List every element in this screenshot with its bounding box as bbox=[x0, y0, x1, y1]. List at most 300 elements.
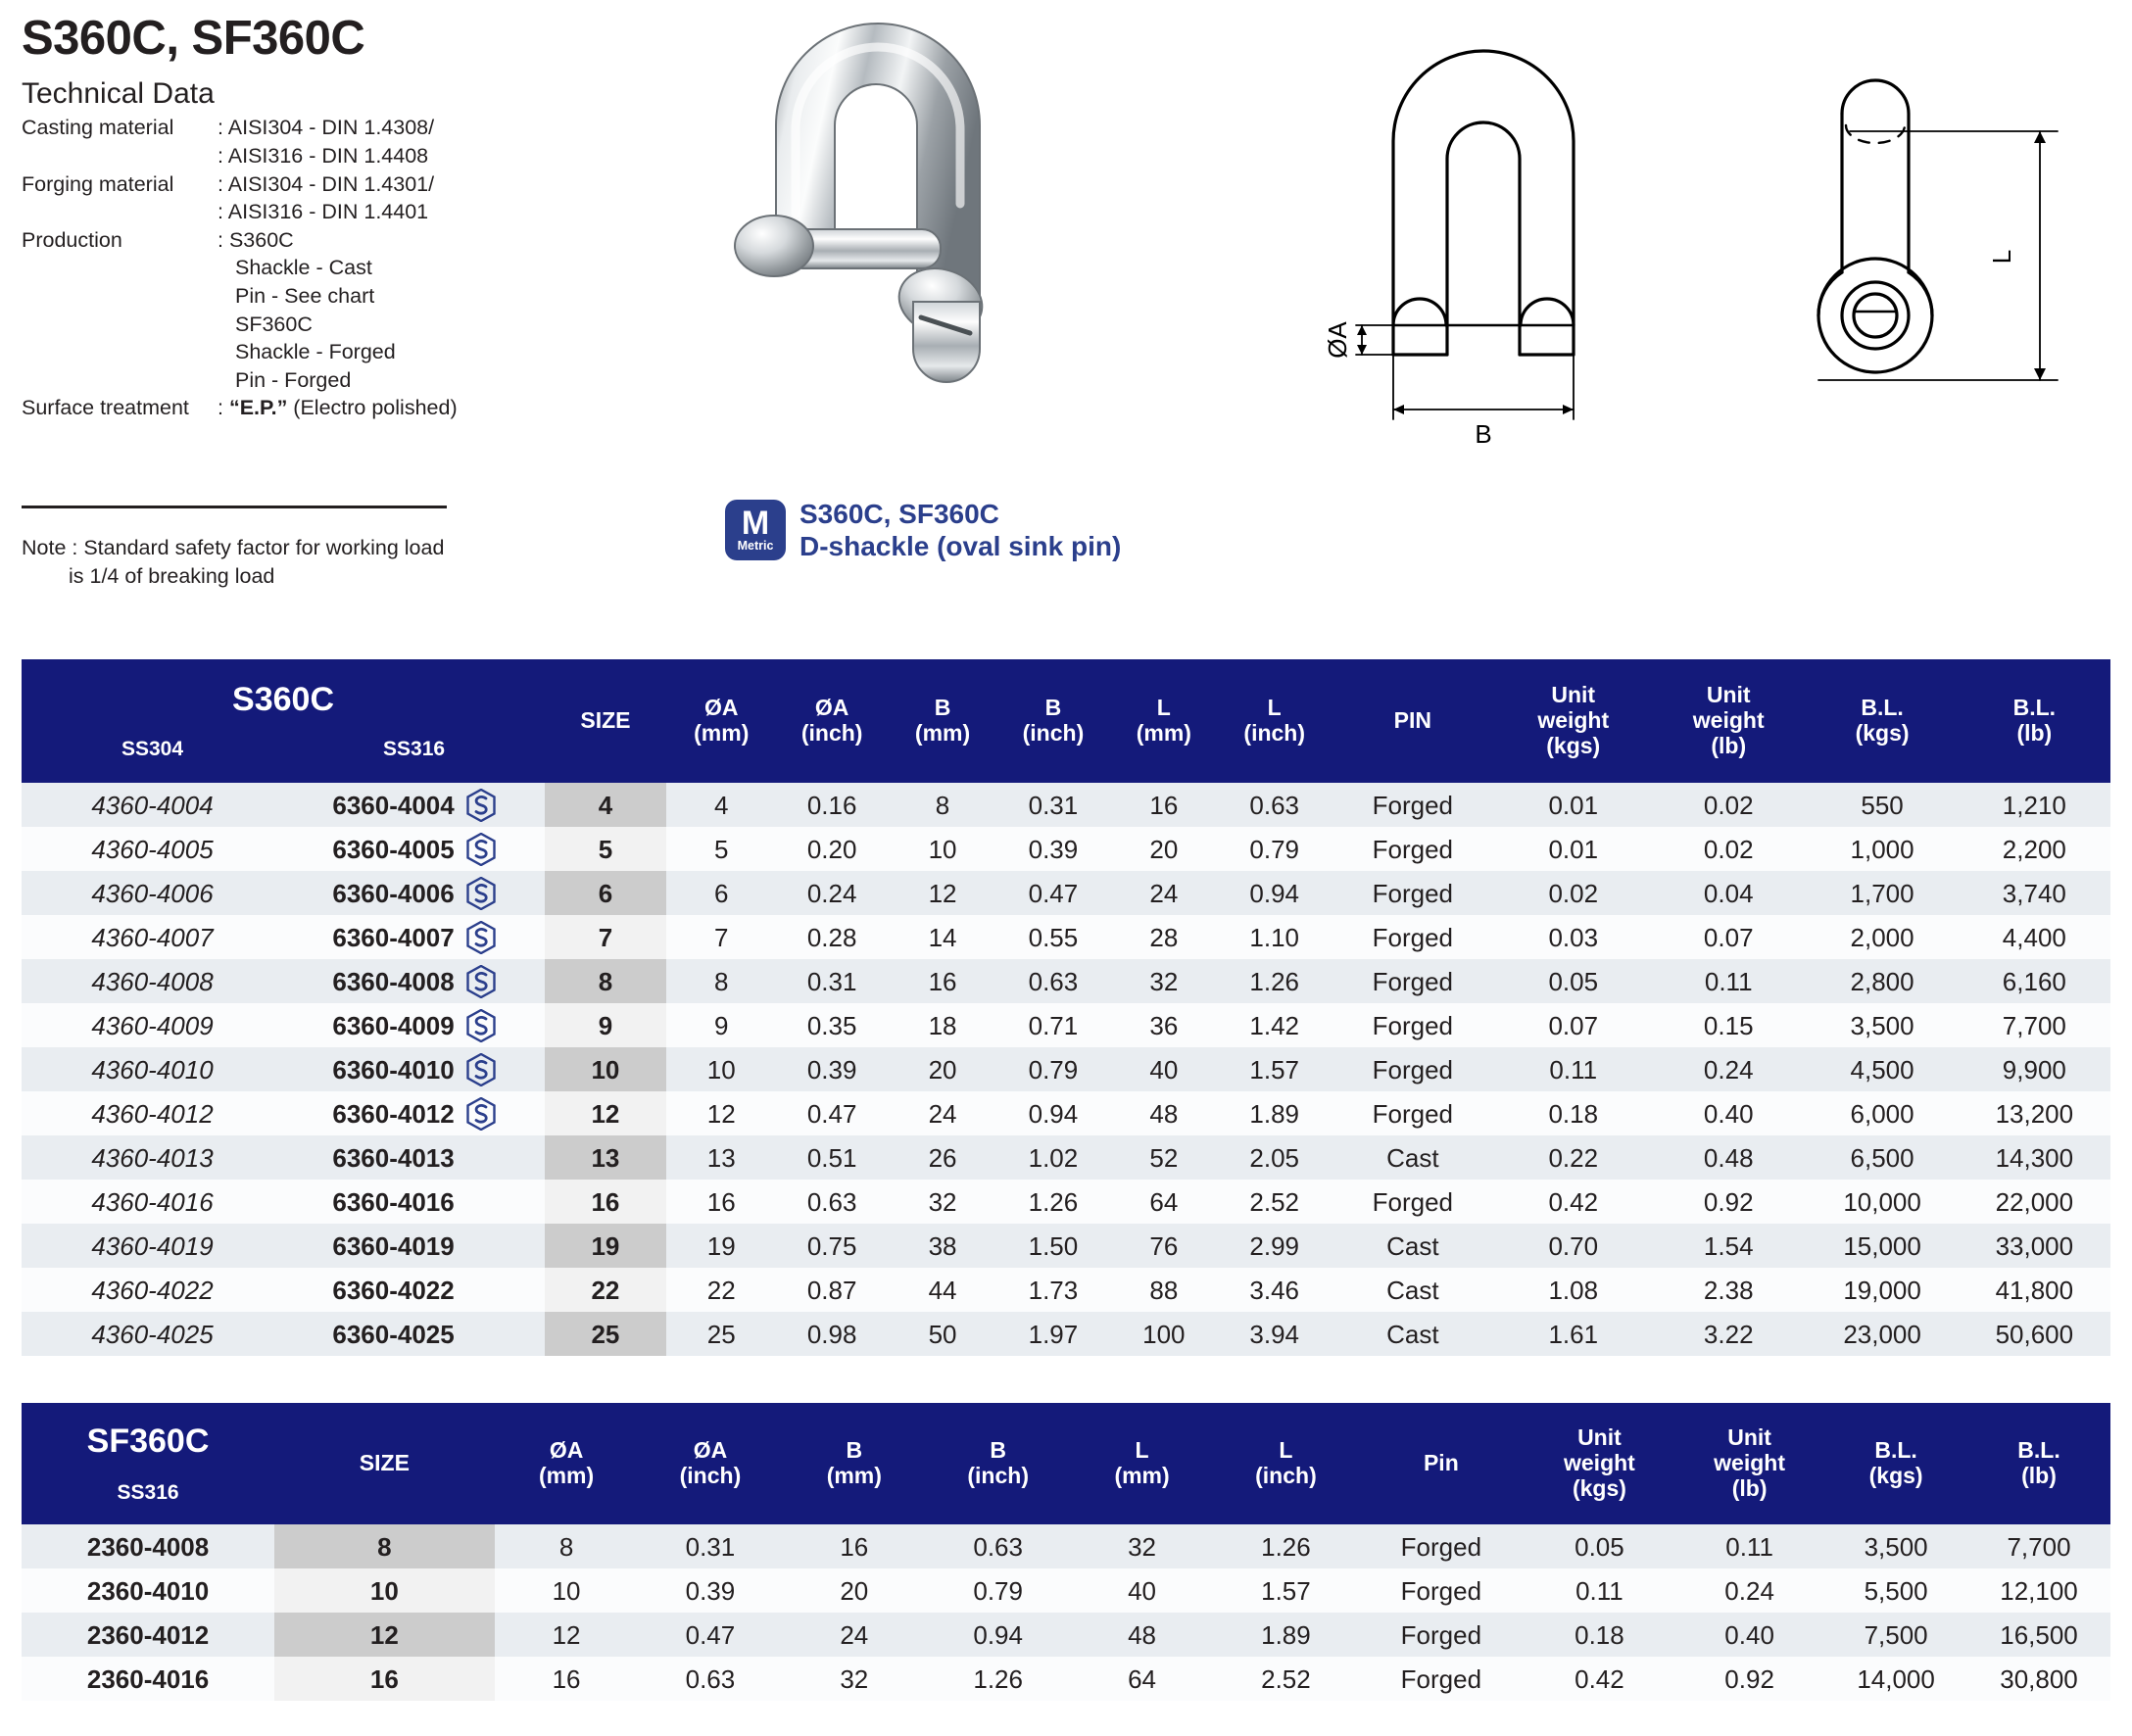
cell-bl-lb: 9,900 bbox=[1959, 1047, 2110, 1091]
cell-dia-a-inch: 0.47 bbox=[777, 1091, 888, 1135]
spec-row bbox=[22, 311, 649, 339]
header-ss316-label: SS316 bbox=[383, 738, 446, 761]
cell-bl-kgs: 19,000 bbox=[1806, 1268, 1958, 1312]
cell-bl-lb: 2,200 bbox=[1959, 827, 2110, 871]
header-dia-a-mm bbox=[666, 659, 777, 783]
cell-b-mm: 8 bbox=[888, 783, 998, 827]
spec-row bbox=[22, 170, 649, 199]
cell-b-inch: 1.02 bbox=[997, 1135, 1108, 1180]
header-dia-a-mm bbox=[495, 1403, 639, 1524]
cell-dia-a-mm: 9 bbox=[666, 1003, 777, 1047]
table-row bbox=[22, 1224, 2110, 1268]
cell-bl-kgs: 7,500 bbox=[1824, 1613, 1967, 1657]
cell-b-mm: 44 bbox=[888, 1268, 998, 1312]
header-line: (mm) bbox=[1136, 720, 1191, 746]
cell-l-inch: 0.63 bbox=[1219, 783, 1330, 827]
cell-ss304-part-number: 4360-4016 bbox=[22, 1180, 283, 1224]
header-line: L bbox=[1135, 1437, 1149, 1464]
cell-size: 22 bbox=[545, 1268, 666, 1312]
cell-b-inch: 1.50 bbox=[997, 1224, 1108, 1268]
table-s360c bbox=[22, 659, 2110, 1356]
spec-row bbox=[22, 114, 649, 142]
cell-size: 10 bbox=[274, 1568, 495, 1613]
header-size bbox=[274, 1403, 495, 1524]
header-line: (mm) bbox=[1114, 1463, 1170, 1488]
cell-dia-a-inch: 0.24 bbox=[777, 871, 888, 915]
cell-b-mm: 16 bbox=[888, 959, 998, 1003]
table-row bbox=[22, 1047, 2110, 1091]
cell-l-inch: 1.57 bbox=[1219, 1047, 1330, 1091]
spec-value: Shackle - Forged bbox=[235, 340, 396, 364]
header-bl-lb bbox=[1967, 1403, 2110, 1524]
table-row bbox=[22, 827, 2110, 871]
cell-ss316-part-number bbox=[283, 1003, 545, 1047]
table-header-row bbox=[22, 1403, 2110, 1524]
metric-badge-icon bbox=[725, 500, 786, 560]
header-line: B.L. bbox=[2012, 695, 2057, 721]
cell-size: 19 bbox=[545, 1224, 666, 1268]
header-line: L bbox=[1279, 1437, 1293, 1464]
cell-bl-lb: 16,500 bbox=[1967, 1613, 2110, 1657]
cell-size: 10 bbox=[545, 1047, 666, 1091]
header-section bbox=[0, 0, 2132, 647]
header-line: B bbox=[846, 1437, 863, 1464]
cell-unit-weight-kgs: 0.18 bbox=[1496, 1091, 1651, 1135]
label-b: B bbox=[1475, 419, 1492, 449]
spec-value: Shackle - Cast bbox=[235, 256, 372, 280]
cell-l-mm: 48 bbox=[1108, 1091, 1219, 1135]
header-line: (lb) bbox=[1731, 1474, 1768, 1501]
surface-treatment-code: “E.P.” bbox=[228, 396, 288, 420]
surface-treatment-desc: (Electro polished) bbox=[287, 396, 458, 420]
cell-unit-weight-lb: 0.04 bbox=[1651, 871, 1806, 915]
cell-dia-a-mm: 10 bbox=[666, 1047, 777, 1091]
table-row bbox=[22, 1524, 2110, 1568]
label-diameter-a: ØA bbox=[1323, 321, 1352, 359]
spec-row bbox=[22, 254, 649, 282]
cell-size: 8 bbox=[274, 1524, 495, 1568]
ss316-part-number-label: 6360-4004 bbox=[332, 790, 455, 820]
header-line: (inch) bbox=[1243, 720, 1306, 746]
cell-ss316-part-number bbox=[283, 915, 545, 959]
product-caption-line-1: S360C, SF360C bbox=[800, 499, 999, 529]
header-ss316-label: SS316 bbox=[117, 1481, 179, 1505]
cell-unit-weight-lb: 0.40 bbox=[1674, 1613, 1824, 1657]
cell-dia-a-mm: 13 bbox=[666, 1135, 777, 1180]
spec-row bbox=[22, 142, 649, 170]
cell-ss304-part-number: 4360-4019 bbox=[22, 1224, 283, 1268]
cell-l-mm: 100 bbox=[1108, 1312, 1219, 1356]
cell-unit-weight-lb: 0.11 bbox=[1651, 959, 1806, 1003]
cell-ss316-part-number: 2360-4010 bbox=[22, 1568, 274, 1613]
cell-dia-a-inch: 0.39 bbox=[777, 1047, 888, 1091]
header-dia-a-inch bbox=[639, 1403, 783, 1524]
spec-label: Casting material bbox=[22, 116, 174, 140]
stainless-s-hex-icon bbox=[466, 877, 496, 910]
cell-bl-lb: 1,210 bbox=[1959, 783, 2110, 827]
table-row bbox=[22, 915, 2110, 959]
cell-bl-lb: 6,160 bbox=[1959, 959, 2110, 1003]
cell-ss316-part-number: 2360-4008 bbox=[22, 1524, 274, 1568]
cell-bl-lb: 30,800 bbox=[1967, 1657, 2110, 1701]
cell-b-inch: 0.79 bbox=[926, 1568, 1070, 1613]
header-line: (kgs) bbox=[1546, 732, 1601, 758]
cell-bl-kgs: 6,000 bbox=[1806, 1091, 1958, 1135]
cell-l-mm: 40 bbox=[1070, 1568, 1214, 1613]
table-body bbox=[22, 783, 2110, 1356]
cell-b-inch: 0.71 bbox=[997, 1003, 1108, 1047]
cell-l-inch: 2.52 bbox=[1214, 1657, 1358, 1701]
header-ss304-label: SS304 bbox=[121, 738, 184, 761]
note-block bbox=[22, 534, 444, 591]
cell-ss304-part-number: 4360-4022 bbox=[22, 1268, 283, 1312]
cell-pin: Forged bbox=[1330, 959, 1495, 1003]
stainless-s-hex-icon bbox=[466, 1097, 496, 1131]
cell-size: 7 bbox=[545, 915, 666, 959]
cell-unit-weight-kgs: 0.03 bbox=[1496, 915, 1651, 959]
cell-b-inch: 0.47 bbox=[997, 871, 1108, 915]
table-row bbox=[22, 959, 2110, 1003]
cell-l-inch: 2.52 bbox=[1219, 1180, 1330, 1224]
header-line: SIZE bbox=[359, 1450, 410, 1476]
cell-dia-a-inch: 0.75 bbox=[777, 1224, 888, 1268]
ss316-part-number-label: 6360-4007 bbox=[332, 922, 455, 952]
cell-size: 8 bbox=[545, 959, 666, 1003]
header-line: B.L. bbox=[1861, 695, 1904, 721]
spec-value: SF360C bbox=[235, 312, 313, 336]
ss316-part-number-label: 6360-4009 bbox=[332, 1010, 455, 1040]
spec-row bbox=[22, 282, 649, 311]
spec-row-list bbox=[22, 114, 649, 394]
stainless-s-hex-icon bbox=[466, 921, 496, 954]
cell-pin: Forged bbox=[1330, 915, 1495, 959]
cell-l-inch: 1.10 bbox=[1219, 915, 1330, 959]
cell-dia-a-mm: 8 bbox=[666, 959, 777, 1003]
colon-glyph: : bbox=[218, 396, 223, 420]
cell-l-inch: 2.99 bbox=[1219, 1224, 1330, 1268]
table-body bbox=[22, 1524, 2110, 1701]
cell-l-mm: 52 bbox=[1108, 1135, 1219, 1180]
header-line: (lb) bbox=[2021, 1463, 2057, 1488]
stainless-s-hex-icon bbox=[466, 1053, 496, 1086]
header-unit-weight-lb bbox=[1651, 659, 1806, 783]
table-header-row bbox=[22, 659, 2110, 783]
cell-l-mm: 16 bbox=[1108, 783, 1219, 827]
note-line-2: is 1/4 of breaking load bbox=[69, 564, 275, 589]
cell-size: 4 bbox=[545, 783, 666, 827]
cell-unit-weight-lb: 0.07 bbox=[1651, 915, 1806, 959]
cell-unit-weight-kgs: 0.05 bbox=[1525, 1524, 1674, 1568]
cell-unit-weight-kgs: 1.08 bbox=[1496, 1268, 1651, 1312]
header-line: L bbox=[1267, 695, 1282, 721]
spec-value: Pin - See chart bbox=[235, 284, 375, 308]
metric-badge-word: Metric bbox=[737, 539, 774, 554]
table-row bbox=[22, 1091, 2110, 1135]
ss316-part-number-label: 6360-4022 bbox=[332, 1275, 455, 1305]
ss316-part-number-label: 6360-4006 bbox=[332, 878, 455, 908]
stainless-s-hex-icon bbox=[466, 789, 496, 822]
cell-unit-weight-lb: 1.54 bbox=[1651, 1224, 1806, 1268]
cell-ss316-part-number bbox=[283, 827, 545, 871]
cell-l-mm: 88 bbox=[1108, 1268, 1219, 1312]
cell-ss304-part-number: 4360-4004 bbox=[22, 783, 283, 827]
header-l-inch bbox=[1219, 659, 1330, 783]
cell-ss316-part-number bbox=[283, 1135, 545, 1180]
cell-unit-weight-kgs: 0.22 bbox=[1496, 1135, 1651, 1180]
spec-row bbox=[22, 338, 649, 366]
header-line: (inch) bbox=[1255, 1463, 1317, 1488]
header-size bbox=[545, 659, 666, 783]
cell-b-mm: 16 bbox=[782, 1524, 926, 1568]
header-pin bbox=[1358, 1403, 1525, 1524]
technical-data-heading: Technical Data bbox=[22, 77, 215, 111]
cell-bl-lb: 7,700 bbox=[1959, 1003, 2110, 1047]
cell-b-inch: 0.79 bbox=[997, 1047, 1108, 1091]
spec-value: : AISI316 - DIN 1.4408 bbox=[218, 144, 429, 169]
header-dia-a-inch bbox=[777, 659, 888, 783]
header-line: (mm) bbox=[694, 720, 750, 746]
cell-l-mm: 24 bbox=[1108, 871, 1219, 915]
cell-pin: Forged bbox=[1358, 1524, 1525, 1568]
cell-l-mm: 40 bbox=[1108, 1047, 1219, 1091]
stainless-s-hex-icon bbox=[466, 965, 496, 998]
product-caption-line-2: D-shackle (oval sink pin) bbox=[800, 531, 1122, 562]
cell-b-mm: 32 bbox=[888, 1180, 998, 1224]
header-line: ØA bbox=[814, 695, 849, 721]
technical-drawings bbox=[1313, 10, 2132, 451]
header-b-inch bbox=[997, 659, 1108, 783]
spec-row bbox=[22, 366, 649, 395]
cell-ss316-part-number bbox=[283, 1180, 545, 1224]
header-line: Unit bbox=[1706, 682, 1751, 708]
header-line: (mm) bbox=[538, 1463, 595, 1488]
cell-pin: Forged bbox=[1330, 1003, 1495, 1047]
spec-row bbox=[22, 198, 649, 226]
header-b-inch bbox=[926, 1403, 1070, 1524]
cell-ss316-part-number bbox=[283, 1224, 545, 1268]
table-row bbox=[22, 1268, 2110, 1312]
header-line: Pin bbox=[1423, 1450, 1459, 1476]
cell-b-mm: 50 bbox=[888, 1312, 998, 1356]
cell-l-inch: 1.89 bbox=[1214, 1613, 1358, 1657]
cell-size: 16 bbox=[274, 1657, 495, 1701]
cell-bl-kgs: 2,800 bbox=[1806, 959, 1958, 1003]
label-l: L bbox=[1987, 249, 2016, 265]
header-line: Unit bbox=[1577, 1424, 1622, 1451]
d-shackle-photo-illustration bbox=[686, 8, 1097, 400]
page-title: S360C, SF360C bbox=[22, 12, 365, 65]
cell-b-mm: 24 bbox=[782, 1613, 926, 1657]
header-bl-kgs bbox=[1806, 659, 1958, 783]
cell-b-inch: 0.94 bbox=[926, 1613, 1070, 1657]
cell-size: 12 bbox=[545, 1091, 666, 1135]
cell-bl-lb: 14,300 bbox=[1959, 1135, 2110, 1180]
cell-unit-weight-lb: 0.11 bbox=[1674, 1524, 1824, 1568]
cell-b-mm: 20 bbox=[782, 1568, 926, 1613]
ss316-part-number-label: 6360-4019 bbox=[332, 1230, 455, 1261]
spec-value: : AISI304 - DIN 1.4301/ bbox=[218, 171, 435, 196]
cell-pin: Forged bbox=[1358, 1613, 1525, 1657]
spec-value: : AISI304 - DIN 1.4308/ bbox=[218, 116, 435, 140]
cell-dia-a-mm: 4 bbox=[666, 783, 777, 827]
spec-label: Forging material bbox=[22, 171, 174, 196]
header-l-mm bbox=[1108, 659, 1219, 783]
cell-l-inch: 1.42 bbox=[1219, 1003, 1330, 1047]
header-line: B bbox=[934, 695, 951, 721]
cell-unit-weight-lb: 0.92 bbox=[1674, 1657, 1824, 1701]
header-line: B bbox=[990, 1437, 1006, 1464]
technical-data-block bbox=[22, 14, 649, 422]
header-subcolumn-row bbox=[22, 738, 545, 761]
spec-value: : S360C bbox=[218, 227, 294, 252]
cell-b-mm: 10 bbox=[888, 827, 998, 871]
cell-dia-a-mm: 6 bbox=[666, 871, 777, 915]
cell-bl-kgs: 3,500 bbox=[1824, 1524, 1967, 1568]
cell-unit-weight-kgs: 0.05 bbox=[1496, 959, 1651, 1003]
dimension-drawings-svg bbox=[1313, 10, 2132, 451]
cell-bl-kgs: 2,000 bbox=[1806, 915, 1958, 959]
cell-bl-kgs: 3,500 bbox=[1806, 1003, 1958, 1047]
cell-b-mm: 20 bbox=[888, 1047, 998, 1091]
cell-dia-a-inch: 0.31 bbox=[639, 1524, 783, 1568]
cell-unit-weight-kgs: 0.42 bbox=[1525, 1657, 1674, 1701]
cell-unit-weight-lb: 0.15 bbox=[1651, 1003, 1806, 1047]
header-line: (inch) bbox=[800, 720, 863, 746]
cell-bl-kgs: 23,000 bbox=[1806, 1312, 1958, 1356]
cell-b-mm: 26 bbox=[888, 1135, 998, 1180]
stainless-s-hex-icon bbox=[466, 1009, 496, 1042]
spec-label: Production bbox=[22, 227, 122, 252]
header-line: (inch) bbox=[1022, 720, 1085, 746]
header-line: PIN bbox=[1393, 707, 1431, 734]
cell-ss316-part-number bbox=[283, 871, 545, 915]
cell-l-mm: 76 bbox=[1108, 1224, 1219, 1268]
cell-b-mm: 32 bbox=[782, 1657, 926, 1701]
cell-ss304-part-number: 4360-4005 bbox=[22, 827, 283, 871]
cell-b-mm: 24 bbox=[888, 1091, 998, 1135]
cell-bl-kgs: 1,000 bbox=[1806, 827, 1958, 871]
stainless-s-hex-icon bbox=[466, 833, 496, 866]
cell-bl-lb: 12,100 bbox=[1967, 1568, 2110, 1613]
cell-dia-a-inch: 0.87 bbox=[777, 1268, 888, 1312]
cell-unit-weight-kgs: 0.01 bbox=[1496, 827, 1651, 871]
cell-size: 5 bbox=[545, 827, 666, 871]
table-row bbox=[22, 1657, 2110, 1701]
cell-dia-a-mm: 8 bbox=[495, 1524, 639, 1568]
cell-dia-a-mm: 5 bbox=[666, 827, 777, 871]
header-l-mm bbox=[1070, 1403, 1214, 1524]
header-brand-label: S360C bbox=[232, 681, 335, 719]
header-l-inch bbox=[1214, 1403, 1358, 1524]
header-line: (inch) bbox=[967, 1463, 1029, 1488]
spec-label-surface-treatment: Surface treatment bbox=[22, 396, 189, 420]
cell-l-mm: 64 bbox=[1108, 1180, 1219, 1224]
cell-b-inch: 0.63 bbox=[997, 959, 1108, 1003]
ss316-part-number-label: 6360-4012 bbox=[332, 1098, 455, 1129]
header-brand-label: SF360C bbox=[86, 1423, 210, 1461]
header-line: Unit bbox=[1727, 1424, 1771, 1451]
header-line: B.L. bbox=[1874, 1437, 1917, 1464]
header-pin bbox=[1330, 659, 1495, 783]
cell-unit-weight-kgs: 0.70 bbox=[1496, 1224, 1651, 1268]
table-row bbox=[22, 1135, 2110, 1180]
cell-l-inch: 1.26 bbox=[1219, 959, 1330, 1003]
cell-unit-weight-kgs: 0.07 bbox=[1496, 1003, 1651, 1047]
cell-bl-lb: 3,740 bbox=[1959, 871, 2110, 915]
header-brand-s360c bbox=[22, 659, 545, 783]
cell-ss304-part-number: 4360-4010 bbox=[22, 1047, 283, 1091]
cell-dia-a-mm: 12 bbox=[495, 1613, 639, 1657]
header-line: B.L. bbox=[2017, 1437, 2060, 1464]
cell-ss304-part-number: 4360-4009 bbox=[22, 1003, 283, 1047]
cell-ss304-part-number: 4360-4006 bbox=[22, 871, 283, 915]
cell-ss304-part-number: 4360-4013 bbox=[22, 1135, 283, 1180]
header-bl-lb bbox=[1959, 659, 2110, 783]
cell-dia-a-mm: 16 bbox=[495, 1657, 639, 1701]
cell-pin: Forged bbox=[1330, 871, 1495, 915]
cell-b-mm: 18 bbox=[888, 1003, 998, 1047]
header-line: (lb) bbox=[1711, 732, 1747, 758]
cell-ss316-part-number: 2360-4016 bbox=[22, 1657, 274, 1701]
cell-ss316-part-number bbox=[283, 783, 545, 827]
cell-pin: Forged bbox=[1330, 783, 1495, 827]
metric-badge-letter: M bbox=[741, 505, 770, 543]
product-photo bbox=[686, 8, 1097, 400]
cell-unit-weight-lb: 0.40 bbox=[1651, 1091, 1806, 1135]
ss316-part-number-label: 6360-4010 bbox=[332, 1054, 455, 1085]
cell-dia-a-inch: 0.63 bbox=[777, 1180, 888, 1224]
cell-b-mm: 14 bbox=[888, 915, 998, 959]
cell-b-mm: 38 bbox=[888, 1224, 998, 1268]
spec-value-surface-treatment bbox=[218, 394, 458, 422]
cell-bl-kgs: 10,000 bbox=[1806, 1180, 1958, 1224]
cell-unit-weight-kgs: 0.11 bbox=[1496, 1047, 1651, 1091]
product-caption bbox=[800, 498, 1121, 562]
cell-dia-a-inch: 0.35 bbox=[777, 1003, 888, 1047]
cell-dia-a-inch: 0.20 bbox=[777, 827, 888, 871]
cell-l-inch: 3.46 bbox=[1219, 1268, 1330, 1312]
spec-row-surface-treatment bbox=[22, 394, 649, 422]
cell-l-inch: 2.05 bbox=[1219, 1135, 1330, 1180]
cell-bl-kgs: 1,700 bbox=[1806, 871, 1958, 915]
cell-pin: Forged bbox=[1330, 1091, 1495, 1135]
cell-l-mm: 32 bbox=[1070, 1524, 1214, 1568]
cell-unit-weight-lb: 0.24 bbox=[1651, 1047, 1806, 1091]
spec-value: : AISI316 - DIN 1.4401 bbox=[218, 200, 429, 224]
header-b-mm bbox=[888, 659, 998, 783]
ss316-part-number-label: 6360-4005 bbox=[332, 834, 455, 864]
cell-l-inch: 1.89 bbox=[1219, 1091, 1330, 1135]
cell-bl-lb: 41,800 bbox=[1959, 1268, 2110, 1312]
cell-dia-a-inch: 0.47 bbox=[639, 1613, 783, 1657]
cell-pin: Forged bbox=[1358, 1568, 1525, 1613]
cell-b-mm: 12 bbox=[888, 871, 998, 915]
cell-dia-a-mm: 16 bbox=[666, 1180, 777, 1224]
product-caption-row bbox=[725, 498, 1121, 562]
cell-pin: Forged bbox=[1330, 1047, 1495, 1091]
cell-bl-lb: 13,200 bbox=[1959, 1091, 2110, 1135]
cell-b-inch: 0.63 bbox=[926, 1524, 1070, 1568]
header-unit-weight-kgs bbox=[1525, 1403, 1674, 1524]
cell-b-inch: 1.26 bbox=[997, 1180, 1108, 1224]
cell-pin: Cast bbox=[1330, 1135, 1495, 1180]
cell-pin: Forged bbox=[1330, 1180, 1495, 1224]
table-row bbox=[22, 1613, 2110, 1657]
cell-dia-a-inch: 0.98 bbox=[777, 1312, 888, 1356]
cell-ss316-part-number bbox=[283, 959, 545, 1003]
table-row bbox=[22, 783, 2110, 827]
header-line: (kgs) bbox=[1572, 1474, 1626, 1501]
